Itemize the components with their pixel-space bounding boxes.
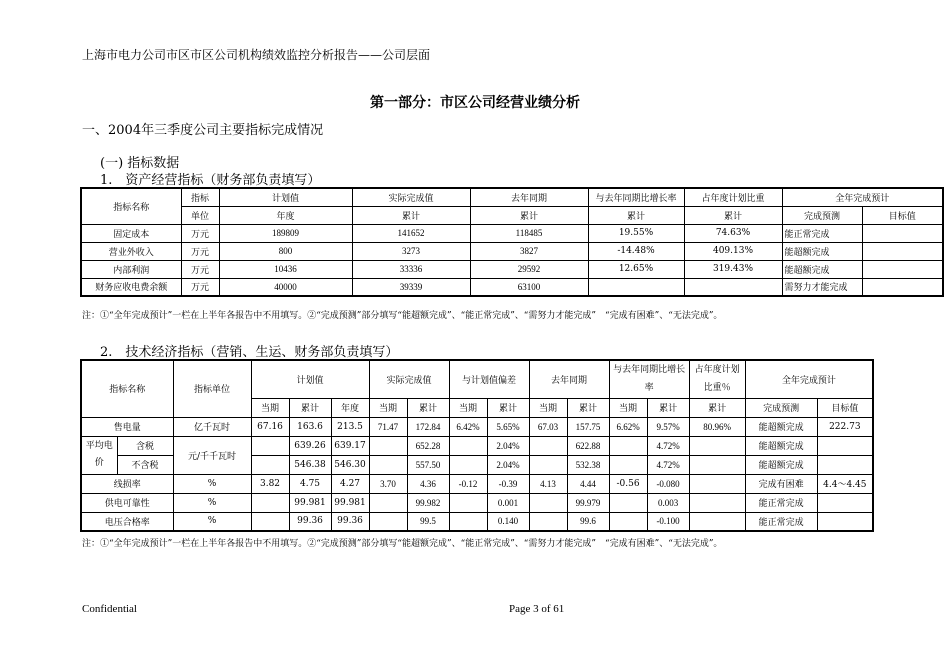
row-unit: % [173,493,251,512]
cell: 4.72% [647,455,689,474]
cell [529,512,567,531]
col-header-cum: 累计 [684,206,782,224]
row-prediction: 能超额完成 [745,455,817,474]
cell: 67.16 [251,417,289,436]
col-header-forecast: 全年完成预计 [745,360,873,398]
row-prediction: 能正常完成 [745,493,817,512]
col-header-current: 当期 [369,398,407,417]
row-target [862,224,943,242]
row-prediction: 需努力才能完成 [782,278,862,296]
row-actual: 141652 [352,224,470,242]
col-header-yoy: 与去年同期比增长率 [588,188,684,206]
row-target [862,260,943,278]
col-header-plan: 计划值 [219,188,352,206]
row-last: 3827 [470,242,588,260]
cell: 557.50 [407,455,449,474]
col-header-unit: 指标单位 [173,360,251,417]
cell: 99.979 [567,493,609,512]
table-header-row [81,188,943,206]
col-header-target: 目标值 [862,206,943,224]
col-header-current: 当期 [529,398,567,417]
cell: 546.30 [331,455,369,474]
cell: 6.62% [609,417,647,436]
table-row [81,224,943,242]
cell: 532.38 [567,455,609,474]
row-prediction: 能超额完成 [782,242,862,260]
row-unit: 亿千瓦时 [173,417,251,436]
cell [251,455,289,474]
section-heading: 一、2004年三季度公司主要指标完成情况 [82,123,324,138]
table-row [81,417,873,436]
col-header-current: 当期 [449,398,487,417]
col-header-year: 年度 [331,398,369,417]
row-name: 含税 [117,436,173,455]
row-plan: 189809 [219,224,352,242]
row-prediction: 能超额完成 [745,436,817,455]
cell: 622.88 [567,436,609,455]
document-header: 上海市电力公司市区市区公司机构绩效监控分析报告——公司层面 [82,48,431,62]
row-ratio [684,278,782,296]
cell: 157.75 [567,417,609,436]
row-target [862,242,943,260]
cell [449,493,487,512]
cell: 639.26 [289,436,331,455]
cell: 172.84 [407,417,449,436]
col-header-cum: 累计 [588,206,684,224]
col-header-cum: 累计 [289,398,331,417]
cell [689,512,745,531]
row-unit: % [173,512,251,531]
cell: 213.5 [331,417,369,436]
row-yoy [588,278,684,296]
col-header-lastyear: 去年同期 [470,188,588,206]
row-group-name: 平均电价 [81,436,117,474]
row-plan: 800 [219,242,352,260]
col-header-year: 年度 [219,206,352,224]
row-unit: 万元 [181,260,219,278]
cell: 4.36 [407,474,449,493]
col-header-cum: 累计 [487,398,529,417]
row-ratio: 74.63% [684,224,782,242]
cell: 163.6 [289,417,331,436]
cell: 99.981 [331,493,369,512]
cell: 546.38 [289,455,331,474]
cell: 67.03 [529,417,567,436]
row-name: 固定成本 [81,224,181,242]
cell: 99.982 [407,493,449,512]
row-actual: 39339 [352,278,470,296]
col-header-name: 指标名称 [81,360,173,417]
col-header-cum: 累计 [470,206,588,224]
table-row [81,493,873,512]
row-unit: % [173,474,251,493]
table-row [81,260,943,278]
cell [529,493,567,512]
cell: 99.36 [331,512,369,531]
table-row [81,242,943,260]
cell: 4.72% [647,436,689,455]
technical-indicators-table [80,359,874,532]
cell: 2.04% [487,455,529,474]
cell: 99.981 [289,493,331,512]
table2-note: 注：①“全年完成预计”一栏在上半年各报告中不用填写。②“完成预测”部分填写“能超额完成”、“能正常完成”、“需努力才能完成” “完成有困难”、“无法完成”。 [82,539,723,549]
row-name: 不含税 [117,455,173,474]
row-ratio: 319.43% [684,260,782,278]
col-header-target: 目标值 [817,398,873,417]
indicator2-title: 2. 技术经济指标（营销、生运、财务部负责填写） [100,345,399,360]
col-header-cum: 累计 [689,398,745,417]
cell: 0.003 [647,493,689,512]
cell [369,436,407,455]
row-unit: 万元 [181,224,219,242]
col-header-name: 指标名称 [81,188,181,224]
row-yoy: -14.48% [588,242,684,260]
cell: 6.42% [449,417,487,436]
table-row [81,512,873,531]
row-name: 电压合格率 [81,512,173,531]
row-yoy: 19.55% [588,224,684,242]
row-prediction: 能正常完成 [782,224,862,242]
cell: 99.5 [407,512,449,531]
row-target: 4.4～4.45 [817,474,873,493]
table1-note: 注：①“全年完成预计”一栏在上半年各报告中不用填写。②“完成预测”部分填写“能超额完成”、“能正常完成”、“需努力才能完成” “完成有困难”、“无法完成”。 [82,311,723,321]
col-header-yoy: 与去年同期比增长率 [609,360,689,398]
cell: 99.36 [289,512,331,531]
cell [369,493,407,512]
row-prediction: 完成有困难 [745,474,817,493]
row-name: 线损率 [81,474,173,493]
col-header-forecast: 全年完成预计 [782,188,943,206]
col-header-zhibiao: 指标 [181,188,219,206]
col-header-lastyear: 去年同期 [529,360,609,398]
col-header-prediction: 完成预测 [782,206,862,224]
cell [529,455,567,474]
cell: 4.44 [567,474,609,493]
col-header-actual: 实际完成值 [369,360,449,398]
table-row [81,436,873,455]
cell [369,512,407,531]
cell [689,474,745,493]
cell [449,455,487,474]
cell [251,436,289,455]
cell: 9.57% [647,417,689,436]
row-last: 118485 [470,224,588,242]
row-unit: 元/千千瓦时 [173,436,251,474]
col-header-ratio: 占年度计划比重％ [689,360,745,398]
cell: 3.70 [369,474,407,493]
asset-indicators-table [80,187,944,297]
cell: 99.6 [567,512,609,531]
row-plan: 10436 [219,260,352,278]
col-header-actual: 实际完成值 [352,188,470,206]
cell: -0.56 [609,474,647,493]
col-header-deviation: 与计划值偏差 [449,360,529,398]
subsection-heading: (一) 指标数据 [100,156,180,171]
cell: -0.100 [647,512,689,531]
cell: 4.75 [289,474,331,493]
row-name: 营业外收入 [81,242,181,260]
col-header-current: 当期 [609,398,647,417]
cell: 652.28 [407,436,449,455]
row-name: 内部利润 [81,260,181,278]
cell: 639.17 [331,436,369,455]
cell [689,455,745,474]
table-row [81,278,943,296]
cell: 3.82 [251,474,289,493]
cell: -0.12 [449,474,487,493]
col-header-cum: 累计 [567,398,609,417]
col-header-plan: 计划值 [251,360,369,398]
col-header-ratio: 占年度计划比重 [684,188,782,206]
row-target [817,512,873,531]
cell [529,436,567,455]
table-header-row [81,206,943,224]
row-last: 29592 [470,260,588,278]
row-ratio: 409.13% [684,242,782,260]
part-title: 第一部分：市区公司经营业绩分析 [370,95,580,111]
cell: -0.080 [647,474,689,493]
col-header-cum: 累计 [407,398,449,417]
cell [609,512,647,531]
row-actual: 33336 [352,260,470,278]
cell [689,493,745,512]
col-header-cum: 累计 [352,206,470,224]
cell [369,455,407,474]
row-name: 财务应收电费余额 [81,278,181,296]
row-prediction: 能超额完成 [782,260,862,278]
row-prediction: 能超额完成 [745,417,817,436]
footer-page-number: Page 3 of 61 [509,603,565,615]
cell: 2.04% [487,436,529,455]
cell: 4.13 [529,474,567,493]
row-target [817,436,873,455]
row-unit: 万元 [181,242,219,260]
row-unit: 万元 [181,278,219,296]
cell [449,512,487,531]
footer-confidential: Confidential [82,603,137,615]
cell: 5.65% [487,417,529,436]
table-header-row [81,360,873,398]
row-name: 供电可靠性 [81,493,173,512]
cell: 0.140 [487,512,529,531]
row-actual: 3273 [352,242,470,260]
cell: -0.39 [487,474,529,493]
cell: 80.96% [689,417,745,436]
cell: 71.47 [369,417,407,436]
cell [609,436,647,455]
indicator1-title: 1. 资产经营指标（财务部负责填写） [100,173,321,188]
col-header-cum: 累计 [647,398,689,417]
row-target [862,278,943,296]
cell [609,493,647,512]
cell: 4.27 [331,474,369,493]
cell [689,436,745,455]
row-name: 售电量 [81,417,173,436]
col-header-current: 当期 [251,398,289,417]
col-header-unit: 单位 [181,206,219,224]
cell [251,512,289,531]
row-target [817,455,873,474]
table-row [81,474,873,493]
row-target: 222.73 [817,417,873,436]
row-plan: 40000 [219,278,352,296]
cell [449,436,487,455]
cell: 0.001 [487,493,529,512]
row-last: 63100 [470,278,588,296]
cell [609,455,647,474]
row-prediction: 能正常完成 [745,512,817,531]
col-header-prediction: 完成预测 [745,398,817,417]
cell [251,493,289,512]
row-target [817,493,873,512]
row-yoy: 12.65% [588,260,684,278]
